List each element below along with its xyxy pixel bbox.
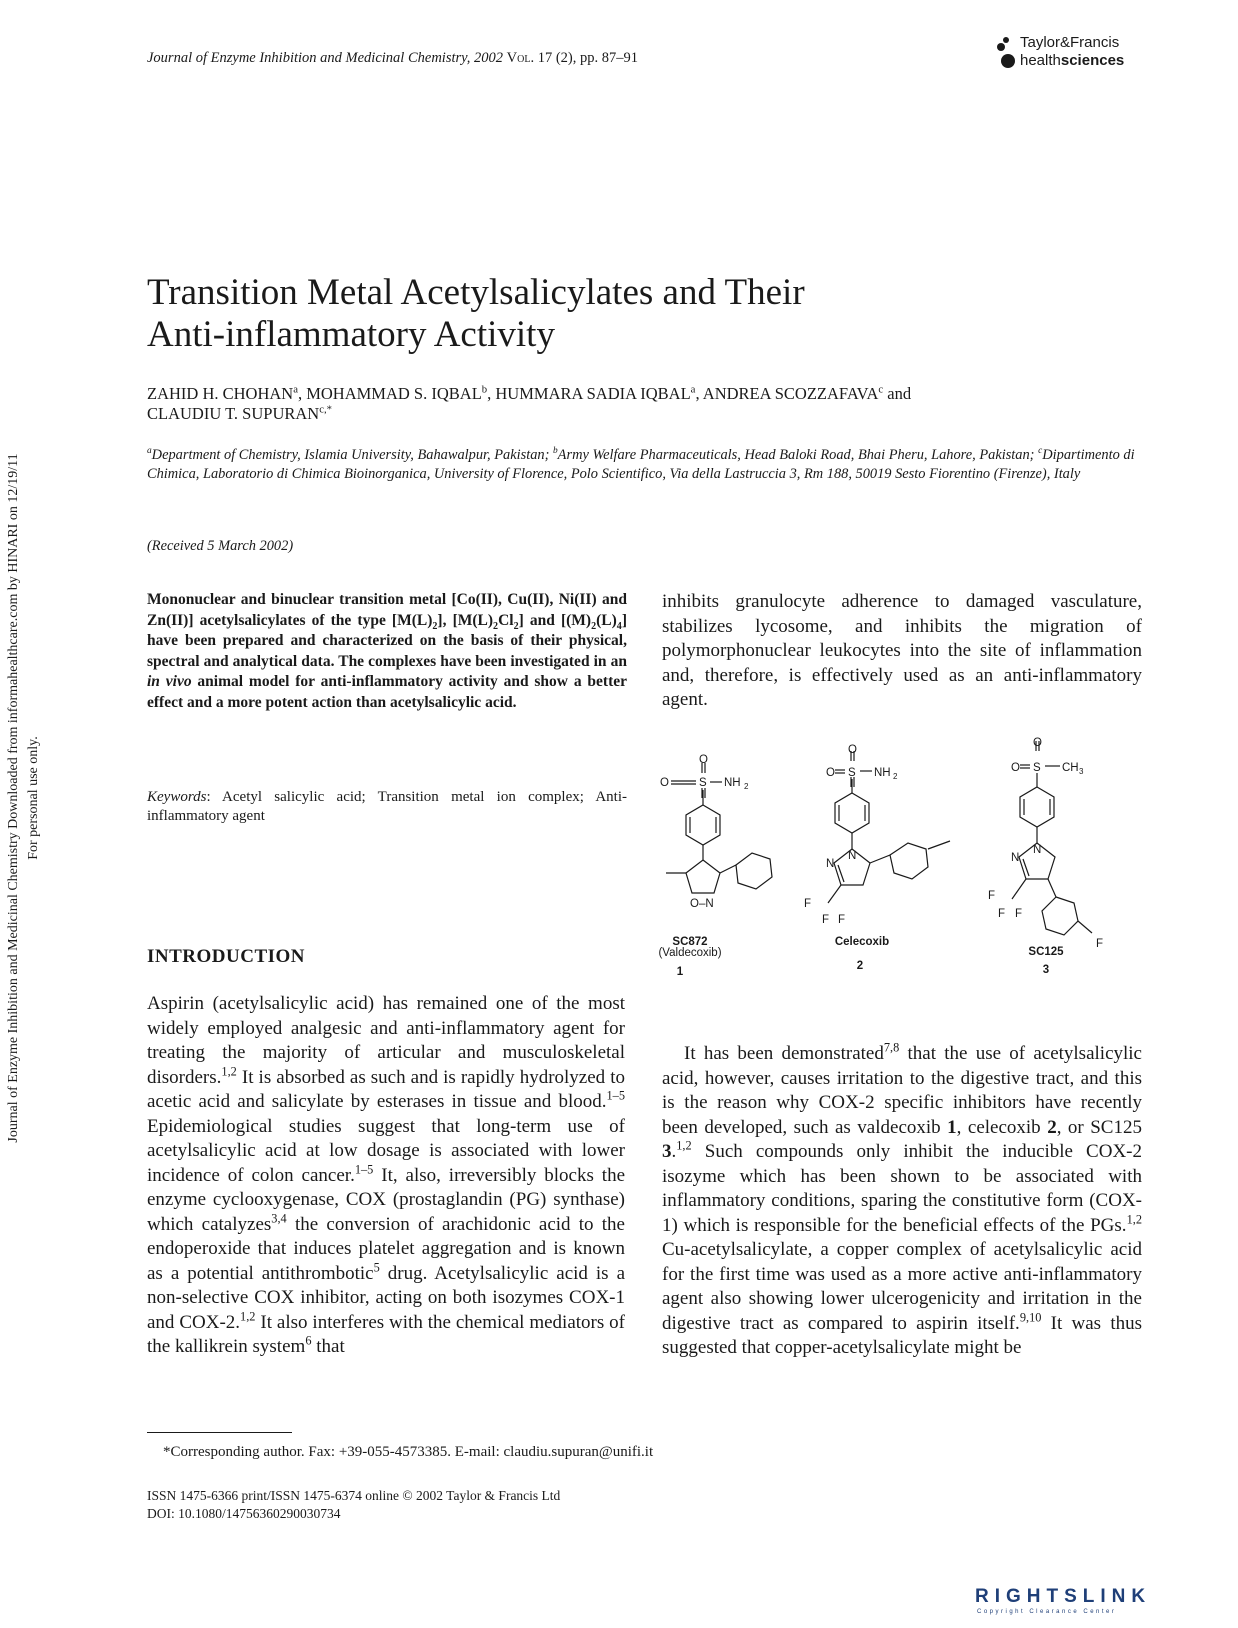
rightslink-logo-graphic <box>975 1582 1195 1616</box>
corresponding-author-footnote: *Corresponding author. Fax: +39-055-4573385. E-mail: claudiu.supuran@unifi.it <box>163 1444 654 1460</box>
atom-label: O–N <box>690 898 714 910</box>
affiliations: $^a$Department of Chemistry, Islamia University, Bahawalpur, Pakistan; $^b$Army Welfare Pharmaceuticals, Head Baloki Road, Bhai Pheru, Lahore, Pakistan; $^c$Dipartimento di Chimica, Laboratorio di Chimica Bioinorganica, University of Florence, Polo Scientifico, Via della Lastruccia 3, Rm 188, 50019 Sesto Fiorentino (Firenze), Italy <box>147 446 1135 482</box>
keywords-text: : Acetyl salicylic acid; Transition metal ion complex; Anti-inflammatory agent <box>147 789 627 824</box>
atom-label: O <box>826 767 835 779</box>
section-heading: INTRODUCTION <box>147 946 306 967</box>
rightslink-text: RIGHTSLINK <box>975 1586 1152 1607</box>
rightslink-logo[interactable] <box>975 1582 1195 1616</box>
doi-line: DOI: 10.1080/14756360290030734 <box>147 1506 341 1521</box>
keywords-label: Keywords <box>147 789 207 805</box>
abstract: Mononuclear and binuclear transition metal [Co(II), Cu(II), Ni(II) and Zn(II)] acetylsalicylates of the type $[M(L)_2]$, $[M(L)_2Cl_2]$ and $[(M)_2(L)_4]$ have been prepared and characterized on the basis of their physical, spectral and analytical data. The complexes have been investigated in an in vivo animal model for anti-inflammatory activity and show a better effect and a more potent action than acetylsalicylic acid. <box>147 591 627 711</box>
atom-label: F <box>1015 908 1023 920</box>
intro-left-column: Aspirin (acetylsalicylic acid) has remained one of the most widely employed analgesic and anti-inflammatory agent for treating the majority of articular and musculoskeletal disorders.$^{1,2}$ It is absorbed as such and is rapidly hydrolyzed to acetic acid and salicylate by esterases in tissue and blood.$^{1-5}$ Epidemiological studies suggest that long-term use of acetylsalicylic acid at low dosage is associated with lower incidence of colon cancer.$^{1-5}$ It, also, irreversibly blocks the enzyme cyclooxygenase, COX (prostaglandin (PG) synthase) which catalyzes$^{3,4}$ the conversion of arachidonic acid to the endoperoxide that induces platelet aggregation and is known as a potential antithrombotic$^5$ drug. Acetylsalicylic acid is a non-selective COX inhibitor, acting on both isozymes COX-1 and COX-2.$^{1,2}$ It also interferes with the chemical mediators of the kallikrein system$^6$ that <box>147 993 626 1357</box>
structures-svg <box>658 737 1160 1015</box>
atom-label: F <box>838 914 846 926</box>
watermark-line-2: For personal use only. <box>26 736 41 860</box>
atom-label: NH <box>874 767 891 779</box>
title-line-1: Transition Metal Acetylsalicylates and Their <box>147 272 805 313</box>
issn-line: ISSN 1475-6366 print/ISSN 1475-6374 online © 2002 Taylor & Francis Ltd <box>147 1488 561 1503</box>
atom-label: S <box>699 777 707 789</box>
atom-label: N <box>1033 844 1042 856</box>
atom-label: O <box>1011 762 1020 774</box>
issn-doi-block <box>147 1487 560 1523</box>
keywords <box>147 788 627 826</box>
atom-label: S <box>1033 762 1041 774</box>
atom-label: 2 <box>893 772 898 781</box>
atom-label: O <box>848 744 857 756</box>
atom-label: F <box>804 898 812 910</box>
compound-3-name: SC125 <box>1028 946 1064 958</box>
atom-label: NH <box>724 777 741 789</box>
article-title <box>147 272 1047 356</box>
compound-1-number: 1 <box>676 966 684 978</box>
atom-label: N <box>1011 852 1020 864</box>
journal-volume: 17 (2), pp. 87–91 <box>537 50 638 66</box>
logo-dots-icon <box>996 34 1016 74</box>
chemical-structures-figure <box>658 737 1160 1015</box>
intro-right-column-top: inhibits granulocyte adherence to damaged vasculature, stabilizes lycosome, and inhibits the migration of polymorphonuclear leukocytes into the site of inflammation and, therefore, is effectively used as an anti-inflammatory agent. <box>662 591 1142 710</box>
title-line-2: Anti-inflammatory Activity <box>147 314 555 355</box>
atom-label: S <box>848 767 856 779</box>
journal-year: 2002 <box>474 50 504 66</box>
rightslink-subtext: Copyright Clearance Center <box>977 1609 1117 1615</box>
watermark-line-1: Journal of Enzyme Inhibition and Medicinal Chemistry Downloaded from informahealthcare.com by HINARI on 12/19/11 <box>6 453 21 1143</box>
received-date: (Received 5 March 2002) <box>147 538 294 554</box>
atom-label: 3 <box>1079 767 1084 776</box>
atom-label: F <box>998 908 1006 920</box>
logo-line-2: healthsciences <box>1020 52 1125 69</box>
atom-label: O <box>660 777 669 789</box>
download-watermark <box>4 368 44 1228</box>
compound-3-number: 3 <box>1042 964 1050 976</box>
compound-2-number: 2 <box>856 960 864 972</box>
atom-label: O <box>1033 737 1042 749</box>
compound-2-name: Celecoxib <box>834 936 890 948</box>
running-header <box>147 50 638 67</box>
atom-label: F <box>822 914 830 926</box>
compound-1-alt: (Valdecoxib) <box>658 947 722 959</box>
compound-1-name: SC872 <box>672 936 708 948</box>
footnote-rule <box>147 1432 292 1433</box>
author-list: ZAHID H. CHOHAN$^a$, MOHAMMAD S. IQBAL$^b$, HUMMARA SADIA IQBAL$^a$, ANDREA SCOZZAFAVA$^c$ and CLAUDIU T. $SUPURAN^{c,*}$ <box>147 383 912 423</box>
atom-label: O <box>699 754 708 766</box>
publisher-logo <box>1000 34 1150 74</box>
logo-line-1: Taylor&Francis <box>1020 34 1120 51</box>
atom-label: F <box>988 890 996 902</box>
atom-label: 2 <box>744 782 749 791</box>
atom-label: N <box>848 850 857 862</box>
journal-volume-label: Vol. <box>506 50 535 66</box>
atom-label: F <box>1096 938 1104 950</box>
atom-label: CH <box>1062 762 1079 774</box>
atom-label: N <box>826 858 835 870</box>
journal-name: Journal of Enzyme Inhibition and Medicinal Chemistry, <box>147 50 471 66</box>
intro-right-column-bottom: It has been demonstrated$^{7,8}$ that the use of acetylsalicylic acid, however, causes irritation to the digestive tract, and this is the reason why COX-2 specific inhibitors have recently been developed, such as valdecoxib 1, celecoxib 2, or SC125 3.$^{1,2}$ Such compounds only inhibit the inducible COX-2 isozyme which has been shown to be associated with inflammatory conditions, sparing the constitutive form (COX-1) which is responsible for the beneficial effects of the PGs.$^{1,2}$ Cu-acetylsalicylate, a copper complex of acetylsalicylic acid for the first time was used as a more active anti-inflammatory agent also showing lower ulcerogenicity and irritation in the digestive tract as compared to aspirin itself.$^{9,10}$ It was thus suggested that copper-acetylsalicylate might be <box>662 1040 1142 1358</box>
